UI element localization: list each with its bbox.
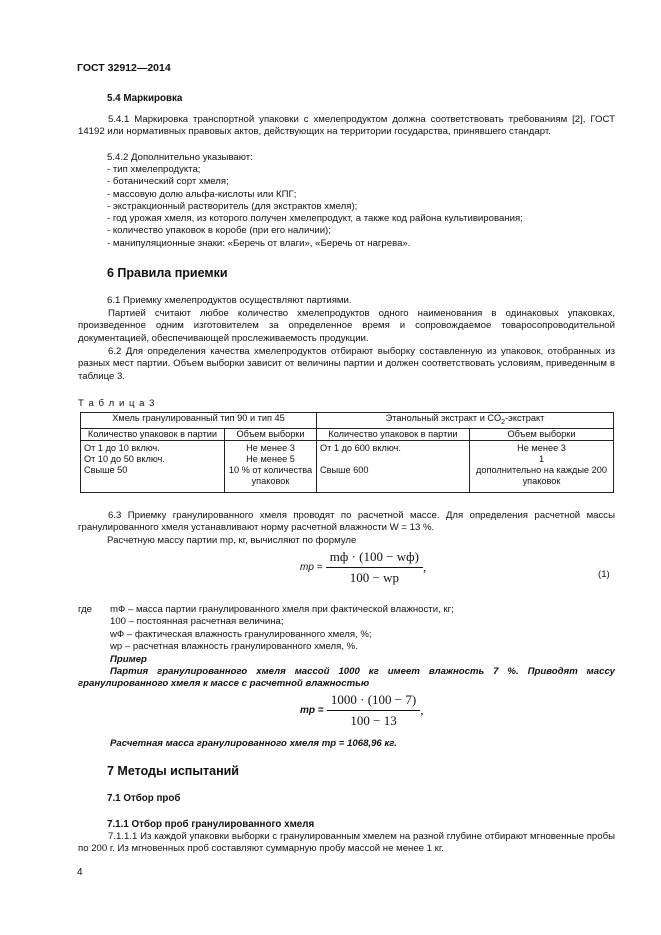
where-item: 100 – постоянная расчетная величина; [110,616,284,628]
section-7-title: 7 Методы испытаний [107,764,239,778]
table-cell: Не менее 3 Не менее 5 10 % от количества упаковок [225,440,317,492]
where-list [110,604,454,653]
paragraph-7-1-1-1: 7.1.1.1 Из каждой упаковки выборки с гранулированным хмелем на разной глубине отбирают мгновенные пробы по 200 г. Из мгновенных проб составляют суммарную пробу массой не менее 1 кг. [78,831,615,855]
paragraph-6-3-formula-intro: Расчетную массу партии mр, кг, вычисляют по формуле [107,535,357,546]
formula-1: mр = $\frac{mф \cdot (100 - wф)}{100 - wр}$ , [300,549,427,585]
where-item: mФ – масса партии гранулированного хмеля при фактической влажности, кг; [110,604,454,615]
formula-1-number: (1) [598,569,610,580]
where-label: где [78,604,93,615]
list-item: - год урожая хмеля, из которого получен хмелепродукт, а также код района культивирования; [107,213,523,225]
list-item: - массовую долю альфа-кислоты или КПГ; [107,188,297,200]
table-group-header: Хмель гранулированный тип 90 и тип 45 [81,413,317,429]
list-item: - экстракционный растворитель (для экстрактов хмеля); [107,200,358,212]
marking-list [107,164,523,250]
table-row [81,440,614,492]
paragraph-6-2: 6.2 Для определения качества хмелепродуктов отбирают выборку составленную из упаковок, отобранных из разных мест партии. Объем выборки зависит от величины партии и должен соответствовать условиям, приведенным в таблице 3. [78,346,615,382]
table-header-row [81,428,614,440]
list-item: - количество упаковок в коробе (при его наличии); [107,225,331,237]
paragraph-6-1: 6.1 Приемку хмелепродуктов осуществляют партиями. [107,295,352,306]
table-column-header: Количество упаковок в партии [81,428,225,440]
table-column-header: Объем выборки [225,428,317,440]
table-group-header-row [81,413,614,429]
table-cell: От 1 до 600 включ. Свыше 600 [317,440,470,492]
paragraph-5-4-2: 5.4.2 Дополнительно указывают: [107,152,253,163]
section-7-1-1-title: 7.1.1 Отбор проб гранулированного хмеля [107,819,315,830]
document-header: ГОСТ 32912—2014 [77,62,171,74]
formula-2: mр = $\frac{1000 \cdot (100 - 7)}{100 - 13}$ , [300,692,424,728]
list-item: - ботанический сорт хмеля; [107,176,229,188]
page-number: 4 [77,867,83,878]
table-cell: От 1 до 10 включ. От 10 до 50 включ. Свыше 50 [81,440,225,492]
paragraph-5-4-1: 5.4.1 Маркировка транспортной упаковки с хмелепродуктом должна соответствовать требованиям [2], ГОСТ 14192 или нормативных правовых актов, действующих на территории государства, принявшего стандарт. [78,114,615,138]
list-item: - тип хмелепродукта; [107,164,201,175]
table-caption: Т а б л и ц а 3 [78,398,156,409]
example-title: Пример [110,654,147,665]
paragraph-6-3: 6.3 Приемку гранулированного хмеля проводят по расчетной массе. Для определения расчетной массы гранулированного хмеля устанавливают норму расчетной влажности W = 13 %. [78,510,615,534]
paragraph-6-1-lot: Партией считают любое количество хмелепродуктов одного наименования в одинаковых упаковках, произведенное одним изготовителем за определенное время и сопровождаемое товаросопроводительной документацией, обеспечивающей прослеживаемость продукции. [78,308,615,344]
list-item: - манипуляционные знаки: «Беречь от влаги», «Беречь от нагрева». [107,237,411,249]
table-column-header: Количество упаковок в партии [317,428,470,440]
table-column-header: Объем выборки [470,428,614,440]
example-result: Расчетная масса гранулированного хмеля mр = 1068,96 кг. [110,738,397,749]
where-item: wФ – фактическая влажность гранулированного хмеля, %; [110,628,372,640]
section-7-1-title: 7.1 Отбор проб [107,793,181,804]
table-cell: Не менее 3 1 дополнительно на каждые 200 упаковок [470,440,614,492]
sample-volume-table [80,412,614,493]
table-group-header: Этанольный экстракт и $CO_2$-экстракт [317,413,614,429]
section-5-4-title: 5.4 Маркировка [107,93,183,104]
where-item: wр – расчетная влажность гранулированного хмеля, %. [110,640,358,652]
example-text: Партия гранулированного хмеля массой 1000 кг имеет влажность 7 %. Приводят массу гранулированного хмеля к массе с расчетной влажностью [78,666,615,690]
section-6-title: 6 Правила приемки [107,266,228,280]
